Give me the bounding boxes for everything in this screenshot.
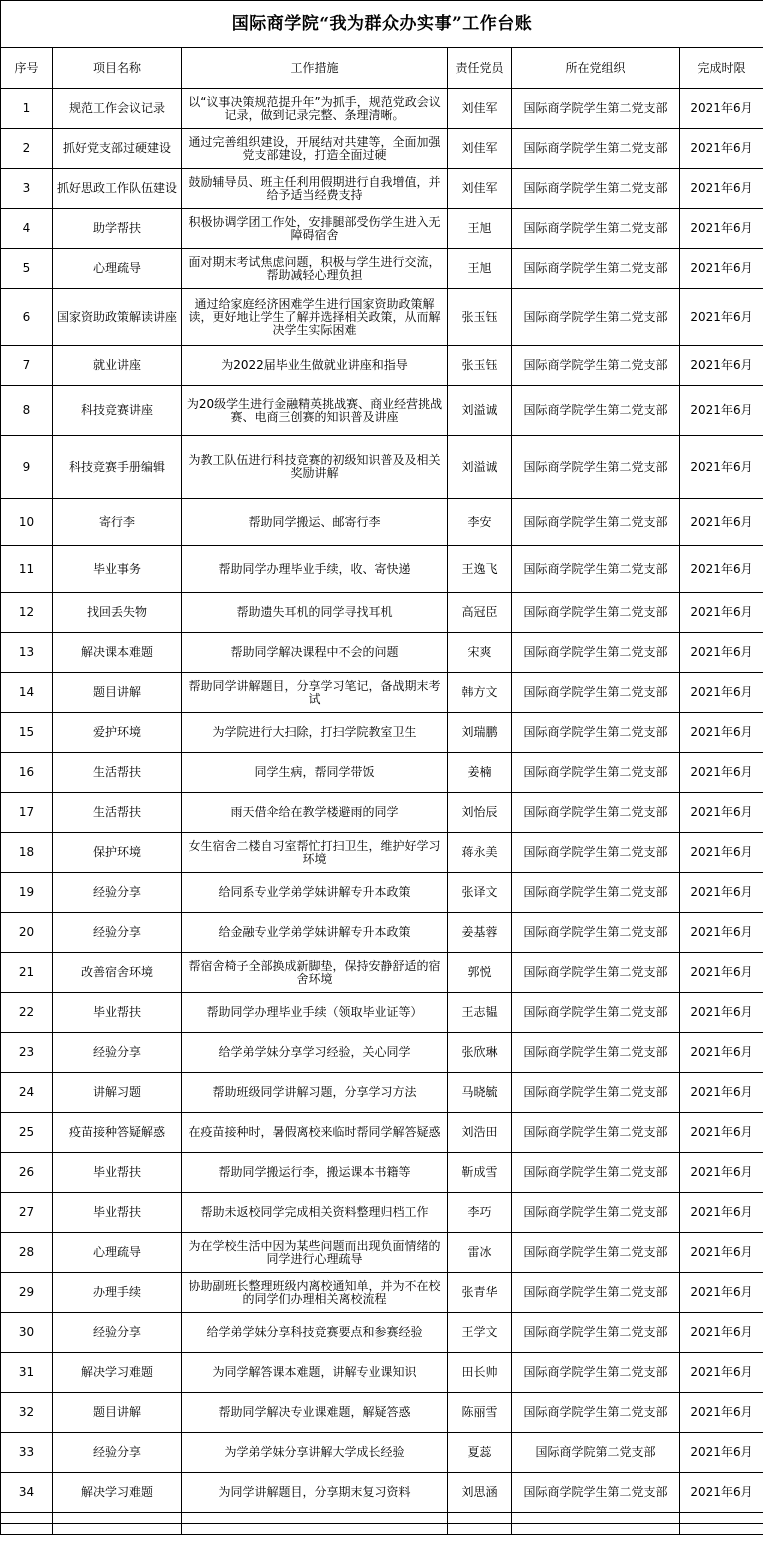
table-row <box>1 1113 763 1153</box>
deadline-cell: 2021年6月 <box>680 673 763 713</box>
party-organization-cell: 国际商学院学生第二党支部 <box>512 593 680 633</box>
work-measure-cell: 协助副班长整理班级内离校通知单，并为不在校的同学们办理相关离校流程 <box>182 1273 448 1313</box>
responsible-member-cell: 王学文 <box>448 1313 512 1353</box>
party-organization-cell: 国际商学院学生第二党支部 <box>512 833 680 873</box>
table-row <box>1 249 763 289</box>
empty-row <box>1 1513 763 1524</box>
table-row <box>1 1033 763 1073</box>
party-organization-cell: 国际商学院学生第二党支部 <box>512 1193 680 1233</box>
row-number-cell: 13 <box>1 633 53 673</box>
party-organization-cell: 国际商学院学生第二党支部 <box>512 1073 680 1113</box>
responsible-member-cell: 姜楠 <box>448 753 512 793</box>
responsible-member-cell: 张玉钰 <box>448 346 512 386</box>
project-name-cell: 经验分享 <box>53 873 182 913</box>
responsible-member-cell: 靳成雪 <box>448 1153 512 1193</box>
row-number-cell: 27 <box>1 1193 53 1233</box>
party-organization-cell: 国际商学院学生第二党支部 <box>512 993 680 1033</box>
responsible-member-cell: 李巧 <box>448 1193 512 1233</box>
project-name-cell: 疫苗接种答疑解惑 <box>53 1113 182 1153</box>
deadline-cell: 2021年6月 <box>680 129 763 169</box>
responsible-member-cell: 陈丽雪 <box>448 1393 512 1433</box>
table-row <box>1 289 763 346</box>
project-name-cell: 毕业帮扶 <box>53 993 182 1033</box>
empty-cell <box>1 1513 53 1524</box>
deadline-cell: 2021年6月 <box>680 1233 763 1273</box>
responsible-member-cell: 高冠臣 <box>448 593 512 633</box>
party-organization-cell: 国际商学院学生第二党支部 <box>512 1393 680 1433</box>
row-number-cell: 18 <box>1 833 53 873</box>
project-name-cell: 生活帮扶 <box>53 793 182 833</box>
empty-cell <box>512 1524 680 1535</box>
party-organization-cell: 国际商学院学生第二党支部 <box>512 1033 680 1073</box>
row-number-cell: 25 <box>1 1113 53 1153</box>
deadline-cell: 2021年6月 <box>680 169 763 209</box>
row-number-cell: 1 <box>1 89 53 129</box>
row-number-cell: 4 <box>1 209 53 249</box>
row-number-cell: 5 <box>1 249 53 289</box>
row-number-cell: 19 <box>1 873 53 913</box>
row-number-cell: 26 <box>1 1153 53 1193</box>
party-organization-cell: 国际商学院学生第二党支部 <box>512 89 680 129</box>
deadline-cell: 2021年6月 <box>680 1073 763 1113</box>
deadline-cell: 2021年6月 <box>680 1473 763 1513</box>
responsible-member-cell: 蒋永美 <box>448 833 512 873</box>
party-organization-cell: 国际商学院学生第二党支部 <box>512 209 680 249</box>
responsible-member-cell: 夏蕊 <box>448 1433 512 1473</box>
responsible-member-cell: 张译文 <box>448 873 512 913</box>
row-number-cell: 21 <box>1 953 53 993</box>
page-title: 国际商学院“我为群众办实事”工作台账 <box>1 1 763 48</box>
table-row <box>1 673 763 713</box>
table-row <box>1 953 763 993</box>
column-header-member: 责任党员 <box>448 48 512 89</box>
party-organization-cell: 国际商学院学生第二党支部 <box>512 1353 680 1393</box>
project-name-cell: 寄行李 <box>53 499 182 546</box>
project-name-cell: 抓好思政工作队伍建设 <box>53 169 182 209</box>
responsible-member-cell: 刘瑞鹏 <box>448 713 512 753</box>
project-name-cell: 改善宿舍环境 <box>53 953 182 993</box>
work-measure-cell: 为同学讲解题目，分享期末复习资料 <box>182 1473 448 1513</box>
deadline-cell: 2021年6月 <box>680 913 763 953</box>
responsible-member-cell: 刘佳军 <box>448 169 512 209</box>
table-row <box>1 1393 763 1433</box>
responsible-member-cell: 刘思涵 <box>448 1473 512 1513</box>
work-measure-cell: 帮宿舍椅子全部换成新脚垫，保持安静舒适的宿舍环境 <box>182 953 448 993</box>
table-row <box>1 346 763 386</box>
row-number-cell: 32 <box>1 1393 53 1433</box>
deadline-cell: 2021年6月 <box>680 209 763 249</box>
party-organization-cell: 国际商学院学生第二党支部 <box>512 673 680 713</box>
party-organization-cell: 国际商学院第二党支部 <box>512 1433 680 1473</box>
party-organization-cell: 国际商学院学生第二党支部 <box>512 953 680 993</box>
table-row <box>1 1313 763 1353</box>
empty-cell <box>53 1524 182 1535</box>
row-number-cell: 24 <box>1 1073 53 1113</box>
deadline-cell: 2021年6月 <box>680 1113 763 1153</box>
work-measure-cell: 帮助同学搬运、邮寄行李 <box>182 499 448 546</box>
table-row <box>1 1193 763 1233</box>
project-name-cell: 毕业事务 <box>53 546 182 593</box>
table-row <box>1 129 763 169</box>
deadline-cell: 2021年6月 <box>680 753 763 793</box>
row-number-cell: 33 <box>1 1433 53 1473</box>
row-number-cell: 14 <box>1 673 53 713</box>
party-organization-cell: 国际商学院学生第二党支部 <box>512 1153 680 1193</box>
deadline-cell: 2021年6月 <box>680 1153 763 1193</box>
responsible-member-cell: 张青华 <box>448 1273 512 1313</box>
table-row <box>1 793 763 833</box>
table-row <box>1 993 763 1033</box>
project-name-cell: 心理疏导 <box>53 249 182 289</box>
table-row <box>1 499 763 546</box>
table-row <box>1 209 763 249</box>
table-row <box>1 1433 763 1473</box>
row-number-cell: 17 <box>1 793 53 833</box>
work-measure-cell: 帮助遗失耳机的同学寻找耳机 <box>182 593 448 633</box>
responsible-member-cell: 李安 <box>448 499 512 546</box>
table-row <box>1 546 763 593</box>
row-number-cell: 2 <box>1 129 53 169</box>
table-row <box>1 913 763 953</box>
empty-cell <box>53 1513 182 1524</box>
row-number-cell: 11 <box>1 546 53 593</box>
row-number-cell: 10 <box>1 499 53 546</box>
table-row <box>1 1153 763 1193</box>
project-name-cell: 生活帮扶 <box>53 753 182 793</box>
row-number-cell: 31 <box>1 1353 53 1393</box>
work-measure-cell: 积极协调学团工作处，安排腿部受伤学生进入无障碍宿舍 <box>182 209 448 249</box>
deadline-cell: 2021年6月 <box>680 633 763 673</box>
responsible-member-cell: 王志韫 <box>448 993 512 1033</box>
row-number-cell: 12 <box>1 593 53 633</box>
work-measure-cell: 帮助同学讲解题目，分享学习笔记，备战期末考试 <box>182 673 448 713</box>
party-organization-cell: 国际商学院学生第二党支部 <box>512 129 680 169</box>
deadline-cell: 2021年6月 <box>680 873 763 913</box>
work-measure-cell: 女生宿舍二楼自习室帮忙打扫卫生，维护好学习环境 <box>182 833 448 873</box>
responsible-member-cell: 刘溢诚 <box>448 436 512 499</box>
empty-cell <box>680 1513 763 1524</box>
table-row <box>1 1233 763 1273</box>
project-name-cell: 国家资助政策解读讲座 <box>53 289 182 346</box>
project-name-cell: 经验分享 <box>53 913 182 953</box>
party-organization-cell: 国际商学院学生第二党支部 <box>512 249 680 289</box>
work-measure-cell: 帮助同学解决专业课难题，解疑答惑 <box>182 1393 448 1433</box>
column-header-no: 序号 <box>1 48 53 89</box>
responsible-member-cell: 张欣琳 <box>448 1033 512 1073</box>
empty-cell <box>448 1513 512 1524</box>
work-measure-cell: 帮助班级同学讲解习题，分享学习方法 <box>182 1073 448 1113</box>
row-number-cell: 9 <box>1 436 53 499</box>
empty-cell <box>182 1513 448 1524</box>
responsible-member-cell: 韩方文 <box>448 673 512 713</box>
deadline-cell: 2021年6月 <box>680 1193 763 1233</box>
deadline-cell: 2021年6月 <box>680 1433 763 1473</box>
table-row <box>1 1473 763 1513</box>
deadline-cell: 2021年6月 <box>680 793 763 833</box>
table-row <box>1 873 763 913</box>
project-name-cell: 讲解习题 <box>53 1073 182 1113</box>
work-measure-cell: 帮助同学搬运行李，搬运课本书籍等 <box>182 1153 448 1193</box>
table-row <box>1 1353 763 1393</box>
work-measure-cell: 帮助未返校同学完成相关资料整理归档工作 <box>182 1193 448 1233</box>
deadline-cell: 2021年6月 <box>680 593 763 633</box>
table-row <box>1 169 763 209</box>
table-row <box>1 833 763 873</box>
row-number-cell: 22 <box>1 993 53 1033</box>
work-measure-cell: 同学生病，帮同学带饭 <box>182 753 448 793</box>
empty-cell <box>1 1524 53 1535</box>
party-organization-cell: 国际商学院学生第二党支部 <box>512 499 680 546</box>
deadline-cell: 2021年6月 <box>680 993 763 1033</box>
responsible-member-cell: 田长帅 <box>448 1353 512 1393</box>
party-organization-cell: 国际商学院学生第二党支部 <box>512 1113 680 1153</box>
project-name-cell: 心理疏导 <box>53 1233 182 1273</box>
party-organization-cell: 国际商学院学生第二党支部 <box>512 1273 680 1313</box>
party-organization-cell: 国际商学院学生第二党支部 <box>512 713 680 753</box>
project-name-cell: 经验分享 <box>53 1433 182 1473</box>
project-name-cell: 经验分享 <box>53 1313 182 1353</box>
deadline-cell: 2021年6月 <box>680 1393 763 1433</box>
work-measure-cell: 以“议事决策规范提升年”为抓手，规范党政会议记录，做到记录完整、条理清晰。 <box>182 89 448 129</box>
row-number-cell: 7 <box>1 346 53 386</box>
responsible-member-cell: 雷冰 <box>448 1233 512 1273</box>
project-name-cell: 毕业帮扶 <box>53 1153 182 1193</box>
deadline-cell: 2021年6月 <box>680 1313 763 1353</box>
work-measure-cell: 为同学解答课本难题，讲解专业课知识 <box>182 1353 448 1393</box>
work-measure-cell: 通过给家庭经济困难学生进行国家资助政策解读，更好地让学生了解并选择相关政策，从而解决学生实际困难 <box>182 289 448 346</box>
project-name-cell: 题目讲解 <box>53 1393 182 1433</box>
party-organization-cell: 国际商学院学生第二党支部 <box>512 633 680 673</box>
party-organization-cell: 国际商学院学生第二党支部 <box>512 169 680 209</box>
ledger-body <box>1 89 763 1535</box>
project-name-cell: 解决课本难题 <box>53 633 182 673</box>
work-measure-cell: 为学弟学妹分享讲解大学成长经验 <box>182 1433 448 1473</box>
deadline-cell: 2021年6月 <box>680 953 763 993</box>
deadline-cell: 2021年6月 <box>680 289 763 346</box>
project-name-cell: 就业讲座 <box>53 346 182 386</box>
header-row <box>1 48 763 89</box>
column-header-deadline: 完成时限 <box>680 48 763 89</box>
responsible-member-cell: 宋爽 <box>448 633 512 673</box>
project-name-cell: 保护环境 <box>53 833 182 873</box>
party-organization-cell: 国际商学院学生第二党支部 <box>512 1473 680 1513</box>
responsible-member-cell: 郭悦 <box>448 953 512 993</box>
deadline-cell: 2021年6月 <box>680 1273 763 1313</box>
row-number-cell: 29 <box>1 1273 53 1313</box>
project-name-cell: 题目讲解 <box>53 673 182 713</box>
party-organization-cell: 国际商学院学生第二党支部 <box>512 346 680 386</box>
responsible-member-cell: 张玉钰 <box>448 289 512 346</box>
work-measure-cell: 给学弟学妹分享科技竞赛要点和参赛经验 <box>182 1313 448 1353</box>
party-organization-cell: 国际商学院学生第二党支部 <box>512 873 680 913</box>
party-organization-cell: 国际商学院学生第二党支部 <box>512 793 680 833</box>
party-organization-cell: 国际商学院学生第二党支部 <box>512 1233 680 1273</box>
responsible-member-cell: 马晓毓 <box>448 1073 512 1113</box>
row-number-cell: 15 <box>1 713 53 753</box>
deadline-cell: 2021年6月 <box>680 1033 763 1073</box>
deadline-cell: 2021年6月 <box>680 249 763 289</box>
responsible-member-cell: 王旭 <box>448 209 512 249</box>
project-name-cell: 毕业帮扶 <box>53 1193 182 1233</box>
table-row <box>1 1273 763 1313</box>
party-organization-cell: 国际商学院学生第二党支部 <box>512 386 680 436</box>
row-number-cell: 23 <box>1 1033 53 1073</box>
work-measure-cell: 为教工队伍进行科技竞赛的初级知识普及及相关奖励讲解 <box>182 436 448 499</box>
party-organization-cell: 国际商学院学生第二党支部 <box>512 913 680 953</box>
project-name-cell: 办理手续 <box>53 1273 182 1313</box>
table-row <box>1 593 763 633</box>
project-name-cell: 抓好党支部过硬建设 <box>53 129 182 169</box>
deadline-cell: 2021年6月 <box>680 833 763 873</box>
work-measure-cell: 通过完善组织建设，开展结对共建等，全面加强党支部建设，打造全面过硬 <box>182 129 448 169</box>
project-name-cell: 科技竞赛手册编辑 <box>53 436 182 499</box>
party-organization-cell: 国际商学院学生第二党支部 <box>512 546 680 593</box>
project-name-cell: 解决学习难题 <box>53 1353 182 1393</box>
row-number-cell: 34 <box>1 1473 53 1513</box>
row-number-cell: 30 <box>1 1313 53 1353</box>
empty-cell <box>512 1513 680 1524</box>
work-measure-cell: 帮助同学办理毕业手续，收、寄快递 <box>182 546 448 593</box>
project-name-cell: 经验分享 <box>53 1033 182 1073</box>
party-organization-cell: 国际商学院学生第二党支部 <box>512 753 680 793</box>
project-name-cell: 科技竞赛讲座 <box>53 386 182 436</box>
responsible-member-cell: 王逸飞 <box>448 546 512 593</box>
deadline-cell: 2021年6月 <box>680 89 763 129</box>
row-number-cell: 6 <box>1 289 53 346</box>
project-name-cell: 爱护环境 <box>53 713 182 753</box>
row-number-cell: 8 <box>1 386 53 436</box>
table-row <box>1 89 763 129</box>
empty-cell <box>182 1524 448 1535</box>
deadline-cell: 2021年6月 <box>680 499 763 546</box>
work-measure-cell: 给金融专业学弟学妹讲解专升本政策 <box>182 913 448 953</box>
column-header-project: 项目名称 <box>53 48 182 89</box>
work-measure-cell: 给同系专业学弟学妹讲解专升本政策 <box>182 873 448 913</box>
row-number-cell: 20 <box>1 913 53 953</box>
work-measure-cell: 给学弟学妹分享学习经验，关心同学 <box>182 1033 448 1073</box>
party-organization-cell: 国际商学院学生第二党支部 <box>512 436 680 499</box>
deadline-cell: 2021年6月 <box>680 713 763 753</box>
deadline-cell: 2021年6月 <box>680 546 763 593</box>
work-measure-cell: 帮助同学办理毕业手续（领取毕业证等） <box>182 993 448 1033</box>
empty-cell <box>448 1524 512 1535</box>
table-row <box>1 436 763 499</box>
project-name-cell: 助学帮扶 <box>53 209 182 249</box>
column-header-org: 所在党组织 <box>512 48 680 89</box>
project-name-cell: 解决学习难题 <box>53 1473 182 1513</box>
row-number-cell: 28 <box>1 1233 53 1273</box>
row-number-cell: 16 <box>1 753 53 793</box>
responsible-member-cell: 刘浩田 <box>448 1113 512 1153</box>
party-organization-cell: 国际商学院学生第二党支部 <box>512 289 680 346</box>
work-measure-cell: 雨天借伞给在教学楼避雨的同学 <box>182 793 448 833</box>
responsible-member-cell: 刘佳军 <box>448 89 512 129</box>
work-measure-cell: 为20级学生进行金融精英挑战赛、商业经营挑战赛、电商三创赛的知识普及讲座 <box>182 386 448 436</box>
work-measure-cell: 鼓励辅导员、班主任利用假期进行自我增值，并给予适当经费支持 <box>182 169 448 209</box>
empty-row <box>1 1524 763 1535</box>
responsible-member-cell: 刘怡辰 <box>448 793 512 833</box>
responsible-member-cell: 王旭 <box>448 249 512 289</box>
responsible-member-cell: 刘佳军 <box>448 129 512 169</box>
deadline-cell: 2021年6月 <box>680 386 763 436</box>
deadline-cell: 2021年6月 <box>680 1353 763 1393</box>
project-name-cell: 规范工作会议记录 <box>53 89 182 129</box>
table-row <box>1 713 763 753</box>
work-measure-cell: 为学院进行大扫除，打扫学院教室卫生 <box>182 713 448 753</box>
work-measure-cell: 帮助同学解决课程中不会的问题 <box>182 633 448 673</box>
table-row <box>1 1073 763 1113</box>
party-organization-cell: 国际商学院学生第二党支部 <box>512 1313 680 1353</box>
project-name-cell: 找回丢失物 <box>53 593 182 633</box>
table-row <box>1 753 763 793</box>
work-measure-cell: 面对期末考试焦虑问题，积极与学生进行交流，帮助减轻心理负担 <box>182 249 448 289</box>
work-measure-cell: 为2022届毕业生做就业讲座和指导 <box>182 346 448 386</box>
responsible-member-cell: 刘溢诚 <box>448 386 512 436</box>
table-row <box>1 633 763 673</box>
row-number-cell: 3 <box>1 169 53 209</box>
deadline-cell: 2021年6月 <box>680 436 763 499</box>
empty-cell <box>680 1524 763 1535</box>
work-measure-cell: 为在学校生活中因为某些问题而出现负面情绪的同学进行心理疏导 <box>182 1233 448 1273</box>
deadline-cell: 2021年6月 <box>680 346 763 386</box>
table-row <box>1 386 763 436</box>
column-header-measure: 工作措施 <box>182 48 448 89</box>
responsible-member-cell: 姜基蓉 <box>448 913 512 953</box>
work-measure-cell: 在疫苗接种时，暑假离校来临时帮同学解答疑惑 <box>182 1113 448 1153</box>
